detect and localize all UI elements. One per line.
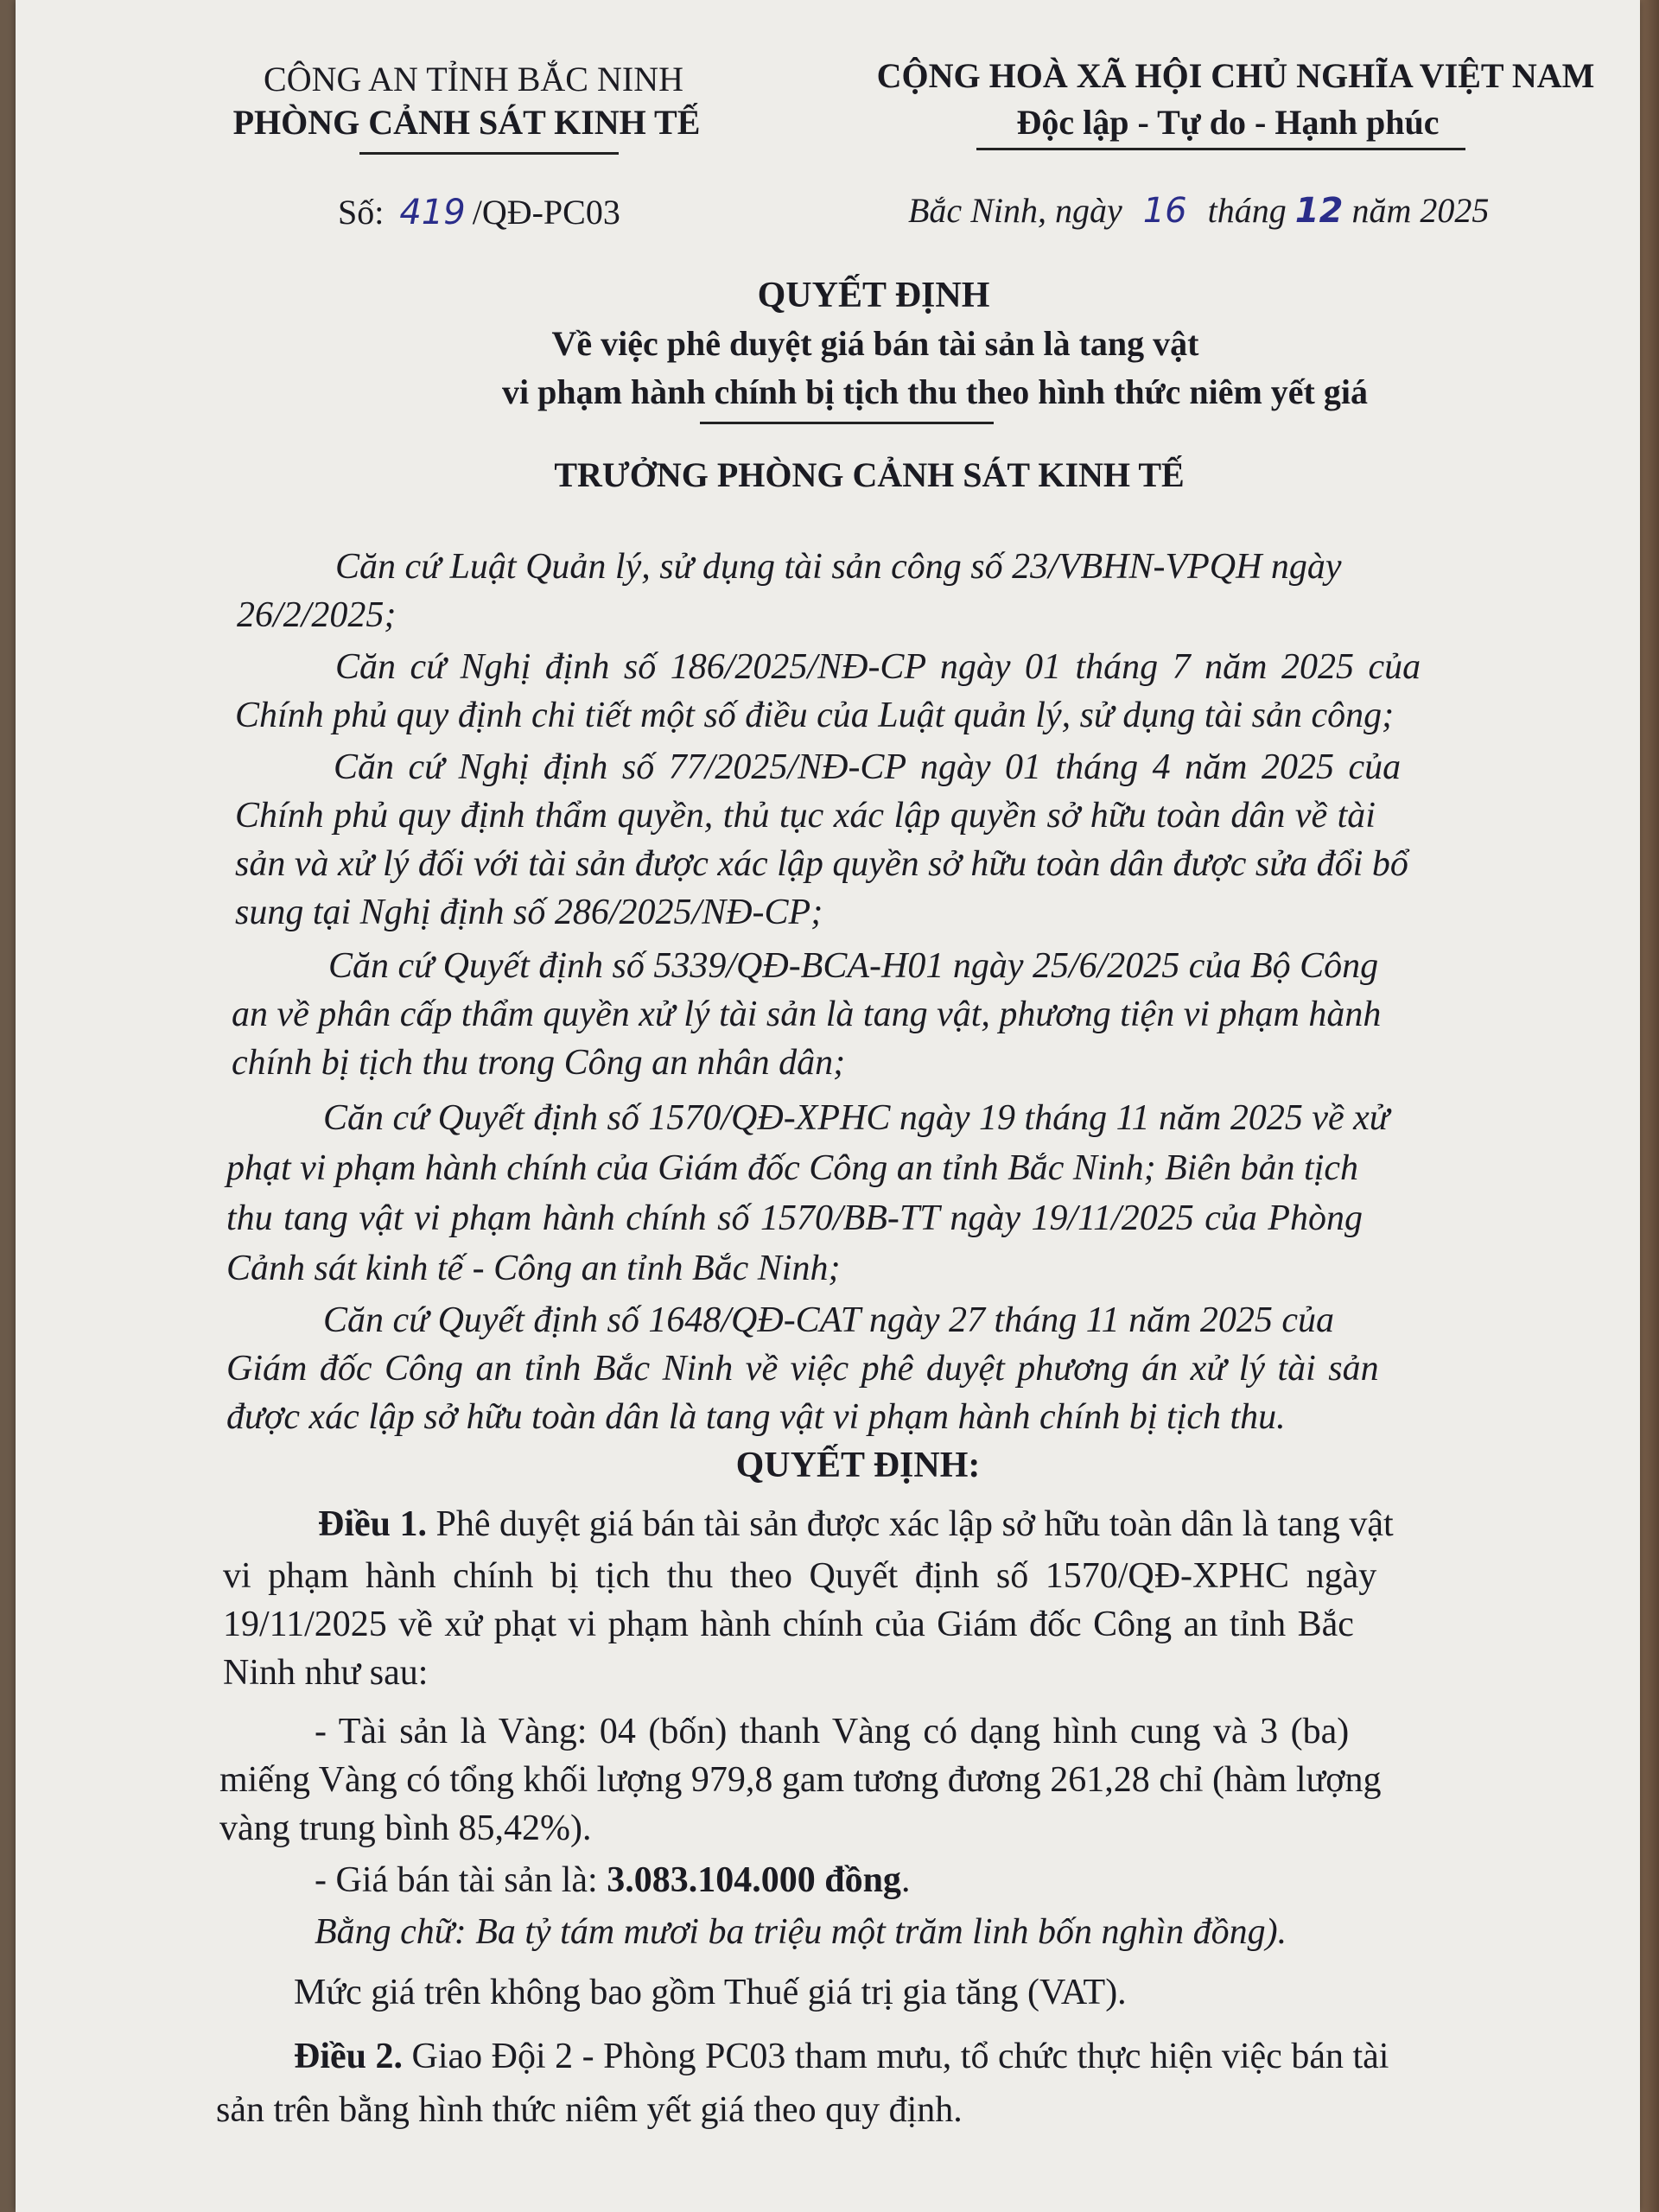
article1-line3: 19/11/2025 về xử phạt vi phạm hành chính của Giám đốc Công an tỉnh Bắc bbox=[223, 1605, 1354, 1644]
price-in-words: Bằng chữ: Ba tỷ tám mươi ba triệu một trăm linh bốn nghìn đồng). bbox=[315, 1912, 1287, 1952]
preamble-line: Căn cứ Quyết định số 1648/QĐ-CAT ngày 27 tháng 11 năm 2025 của bbox=[323, 1300, 1335, 1340]
preamble-line: Chính phủ quy định thẩm quyền, thủ tục xác lập quyền sở hữu toàn dân về tài bbox=[235, 796, 1376, 836]
price-end: . bbox=[900, 1860, 911, 1900]
preamble-line: phạt vi phạm hành chính của Giám đốc Công an tỉnh Bắc Ninh; Biên bản tịch bbox=[226, 1148, 1358, 1188]
preamble-line: Căn cứ Quyết định số 1570/QĐ-XPHC ngày 19 tháng 11 năm 2025 về xử bbox=[323, 1098, 1389, 1138]
preamble-line: được xác lập sở hữu toàn dân là tang vật vi phạm hành chính bị tịch thu. bbox=[226, 1397, 1286, 1437]
preamble-line: Căn cứ Nghị định số 77/2025/NĐ-CP ngày 01 tháng 4 năm 2025 của bbox=[334, 747, 1402, 787]
date-month-word: tháng bbox=[1207, 191, 1287, 230]
title-sub2: vi phạm hành chính bị tịch thu theo hình thức niêm yết giá bbox=[502, 372, 1368, 411]
number-prefix: Số: bbox=[338, 193, 385, 232]
article2-text: Giao Đội 2 - Phòng PC03 tham mưu, tổ chức thực hiện việc bán tài bbox=[411, 2037, 1389, 2076]
preamble-line: 26/2/2025; bbox=[237, 595, 397, 635]
article2-label: Điều 2. bbox=[294, 2037, 403, 2076]
date-year: năm 2025 bbox=[1351, 191, 1490, 230]
title-underline bbox=[700, 422, 994, 424]
preamble-line: Căn cứ Luật Quản lý, sử dụng tài sản công số 23/VBHN-VPQH ngày bbox=[335, 547, 1342, 587]
article1-text: Phê duyệt giá bán tài sản được xác lập sở hữu toàn dân là tang vật bbox=[435, 1504, 1394, 1544]
article1-line2: vi phạm hành chính bị tịch thu theo Quyết định số 1570/QĐ-XPHC ngày bbox=[223, 1556, 1377, 1596]
preamble-line: Giám đốc Công an tỉnh Bắc Ninh về việc phê duyệt phương án xử lý tài sản bbox=[226, 1349, 1379, 1389]
date-place: Bắc Ninh, ngày bbox=[908, 191, 1122, 230]
number-handwritten: 419 bbox=[399, 193, 466, 232]
agency-underline bbox=[359, 152, 619, 155]
nation-line2: Độc lập - Tự do - Hạnh phúc bbox=[1016, 103, 1440, 142]
preamble-line: Căn cứ Nghị định số 186/2025/NĐ-CP ngày 01 tháng 7 năm 2025 của bbox=[335, 647, 1421, 687]
authority-title: TRƯỞNG PHÒNG CẢNH SÁT KINH TẾ bbox=[554, 455, 1185, 494]
document-date bbox=[908, 190, 1489, 231]
title-main: QUYẾT ĐỊNH bbox=[757, 276, 990, 315]
date-month: 12 bbox=[1294, 191, 1344, 231]
asset-line2: miếng Vàng có tổng khối lượng 979,8 gam tương đương 261,28 chỉ (hàm lượng bbox=[219, 1760, 1382, 1800]
article2-line1 bbox=[294, 2036, 1389, 2077]
article1-line4: Ninh như sau: bbox=[223, 1653, 429, 1693]
document-number bbox=[338, 192, 620, 232]
preamble-line: Cảnh sát kinh tế - Công an tỉnh Bắc Ninh; bbox=[226, 1249, 841, 1288]
agency-line2: PHÒNG CẢNH SÁT KINH TẾ bbox=[232, 103, 701, 142]
document-page bbox=[16, 0, 1640, 2212]
price-value: 3.083.104.000 đồng bbox=[607, 1860, 901, 1900]
asset-line3: vàng trung bình 85,42%). bbox=[219, 1808, 592, 1848]
preamble-line: chính bị tịch thu trong Công an nhân dân; bbox=[232, 1043, 846, 1083]
price-label: - Giá bán tài sản là: bbox=[315, 1860, 598, 1900]
number-suffix: /QĐ-PC03 bbox=[472, 193, 620, 232]
asset-line1: - Tài sản là Vàng: 04 (bốn) thanh Vàng có dạng hình cung và 3 (ba) bbox=[315, 1712, 1350, 1751]
title-sub1: Về việc phê duyệt giá bán tài sản là tang vật bbox=[551, 324, 1199, 363]
date-day: 16 bbox=[1142, 191, 1187, 231]
preamble-line: thu tang vật vi phạm hành chính số 1570/BB-TT ngày 19/11/2025 của Phòng bbox=[226, 1198, 1363, 1238]
preamble-line: Chính phủ quy định chi tiết một số điều của Luật quản lý, sử dụng tài sản công; bbox=[235, 696, 1395, 735]
article1-line1 bbox=[318, 1503, 1394, 1545]
price-line bbox=[315, 1859, 910, 1901]
preamble-line: sung tại Nghị định số 286/2025/NĐ-CP; bbox=[235, 893, 823, 932]
article2-line2: sản trên bằng hình thức niêm yết giá theo quy định. bbox=[216, 2090, 963, 2130]
decision-heading: QUYẾT ĐỊNH: bbox=[735, 1446, 981, 1485]
preamble-line: sản và xử lý đối với tài sản được xác lập quyền sở hữu toàn dân được sửa đổi bổ bbox=[235, 844, 1408, 884]
preamble-line: an về phân cấp thẩm quyền xử lý tài sản là tang vật, phương tiện vi phạm hành bbox=[232, 995, 1382, 1034]
nation-underline bbox=[976, 148, 1465, 150]
agency-line1: CÔNG AN TỈNH BẮC NINH bbox=[264, 60, 683, 99]
article1-label: Điều 1. bbox=[318, 1504, 427, 1544]
nation-line1: CỘNG HOÀ XÃ HỘI CHỦ NGHĨA VIỆT NAM bbox=[876, 56, 1595, 95]
preamble-line: Căn cứ Quyết định số 5339/QĐ-BCA-H01 ngày 25/6/2025 của Bộ Công bbox=[328, 946, 1379, 986]
vat-note: Mức giá trên không bao gồm Thuế giá trị gia tăng (VAT). bbox=[294, 1973, 1127, 2012]
